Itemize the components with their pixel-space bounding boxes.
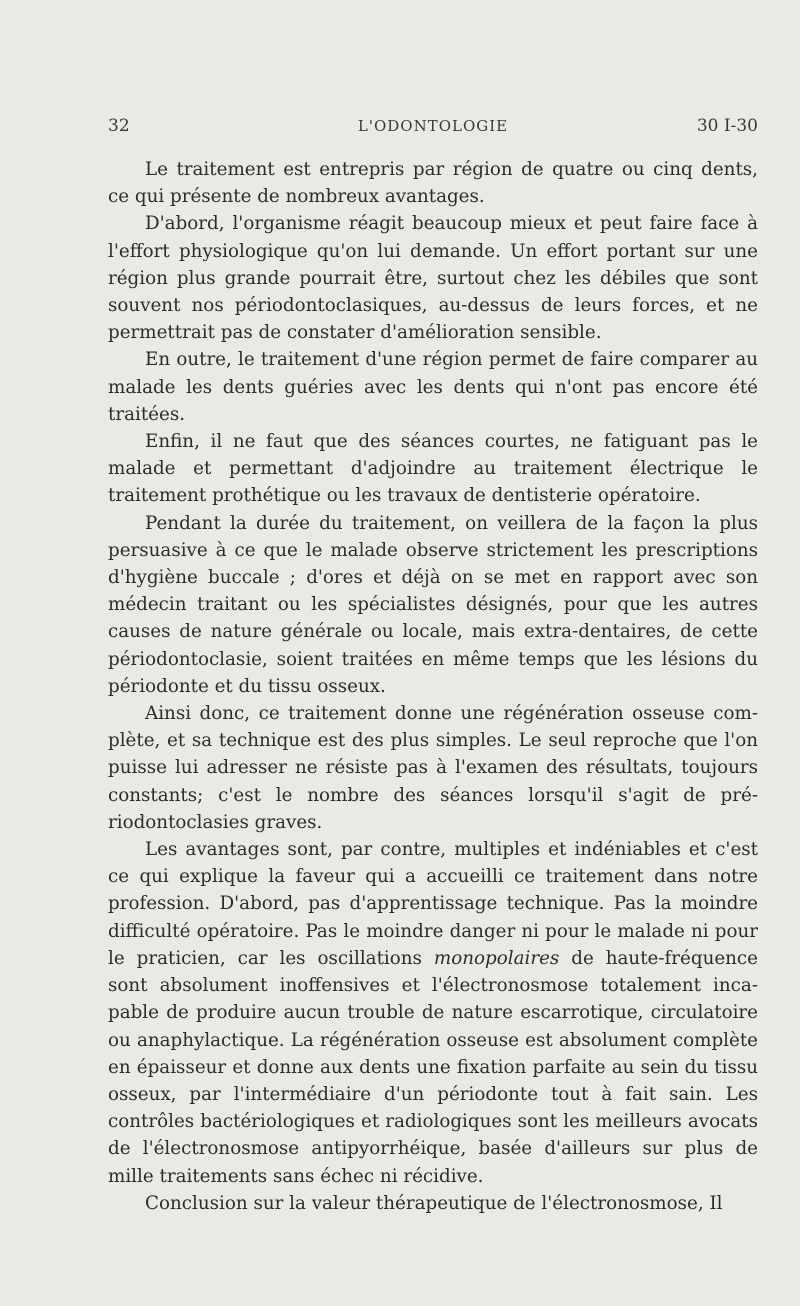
journal-title: L'ODONTOLOGIE: [357, 117, 509, 135]
paragraph-6: Ainsi donc, ce traitement donne une régénération osseuse complète, et sa technique est des plus simples. Le seul reproche que l'on puisse lui adresser ne résiste pas à l'examen des résultats, toujours constants; c'est le nombre des séances lorsqu'il s'agit de prériodontoclasies graves.: [108, 703, 758, 833]
page-number: 32: [108, 116, 130, 136]
paragraph-7-text-a: Les avantages sont, par contre, multiples et indéniables et c'est ce qui explique la faveur qui a accueilli ce traitement dans notre profession. D'abord, pas d'apprentissage technique. Pas la moindre difficulté opératoire. Pas le moindre danger ni pour le malade ni pour le praticien, car les oscillations: [108, 839, 758, 969]
paragraph-7-italic: monopolaires: [433, 947, 560, 969]
paragraph-2: D'abord, l'organisme réagit beaucoup mieux et peut faire face à l'effort physiologique qu'on lui demande. Un effort portant sur une région plus grande pourrait être, surtout chez les débiles que sont souvent nos périodontoclasiques, au-dessus de leurs forces, et ne permettrait pas de constater d'amélioration sensible.: [108, 213, 758, 344]
running-header: [108, 116, 758, 142]
paragraph-8: Conclusion sur la valeur thérapeutique de l'électronosmose, Il: [145, 1192, 723, 1214]
paragraph-7: [108, 836, 758, 1190]
issue-date: 30 I-30: [696, 116, 758, 136]
paragraph-4: Enfin, il ne faut que des séances courtes, ne fatiguant pas le malade et permettant d'adjoindre au traitement électrique le traitement prothétique ou les travaux de dentisterie opératoire.: [108, 431, 758, 507]
article-body: [108, 156, 758, 1217]
paragraph-3: En outre, le traitement d'une région permet de faire comparer au malade les dents guéries avec les dents qui n'ont pas encore été traitées.: [108, 349, 758, 425]
paragraph-1: Le traitement est entrepris par région de quatre ou cinq dents, ce qui présente de nombreux avantages.: [108, 159, 758, 208]
paragraph-5: Pendant la durée du traitement, on veillera de la façon la plus persuasive à ce que le malade observe strictement les prescriptions d'hygiène buccale ; d'ores et déjà on se met en rapport avec son médecin traitant ou les spécialistes désignés, pour que les autres causes de nature générale ou locale, mais extra-dentaires, de cette périodontoclasie, soient traitées en même temps que les lésions du périodonte et du tissu osseux.: [108, 512, 758, 697]
paragraph-7-text-b: de haute-fréquence sont absolument inoffensives et l'électronosmose totalement incapable de produire aucun trouble de nature escarrotique, circulatoire ou anaphylactique. La régénération osseuse est absolument complète en épaisseur et donne aux dents une fixation parfaite au sein du tissu osseux, par l'intermédiaire d'un périodonte tout à fait sain. Les contrôles bactériologiques et radiologiques sont les meilleurs avocats de l'électronosmose antipyorrhéique, basée d'ailleurs sur plus de mille traitements sans échec ni récidive.: [108, 947, 758, 1187]
